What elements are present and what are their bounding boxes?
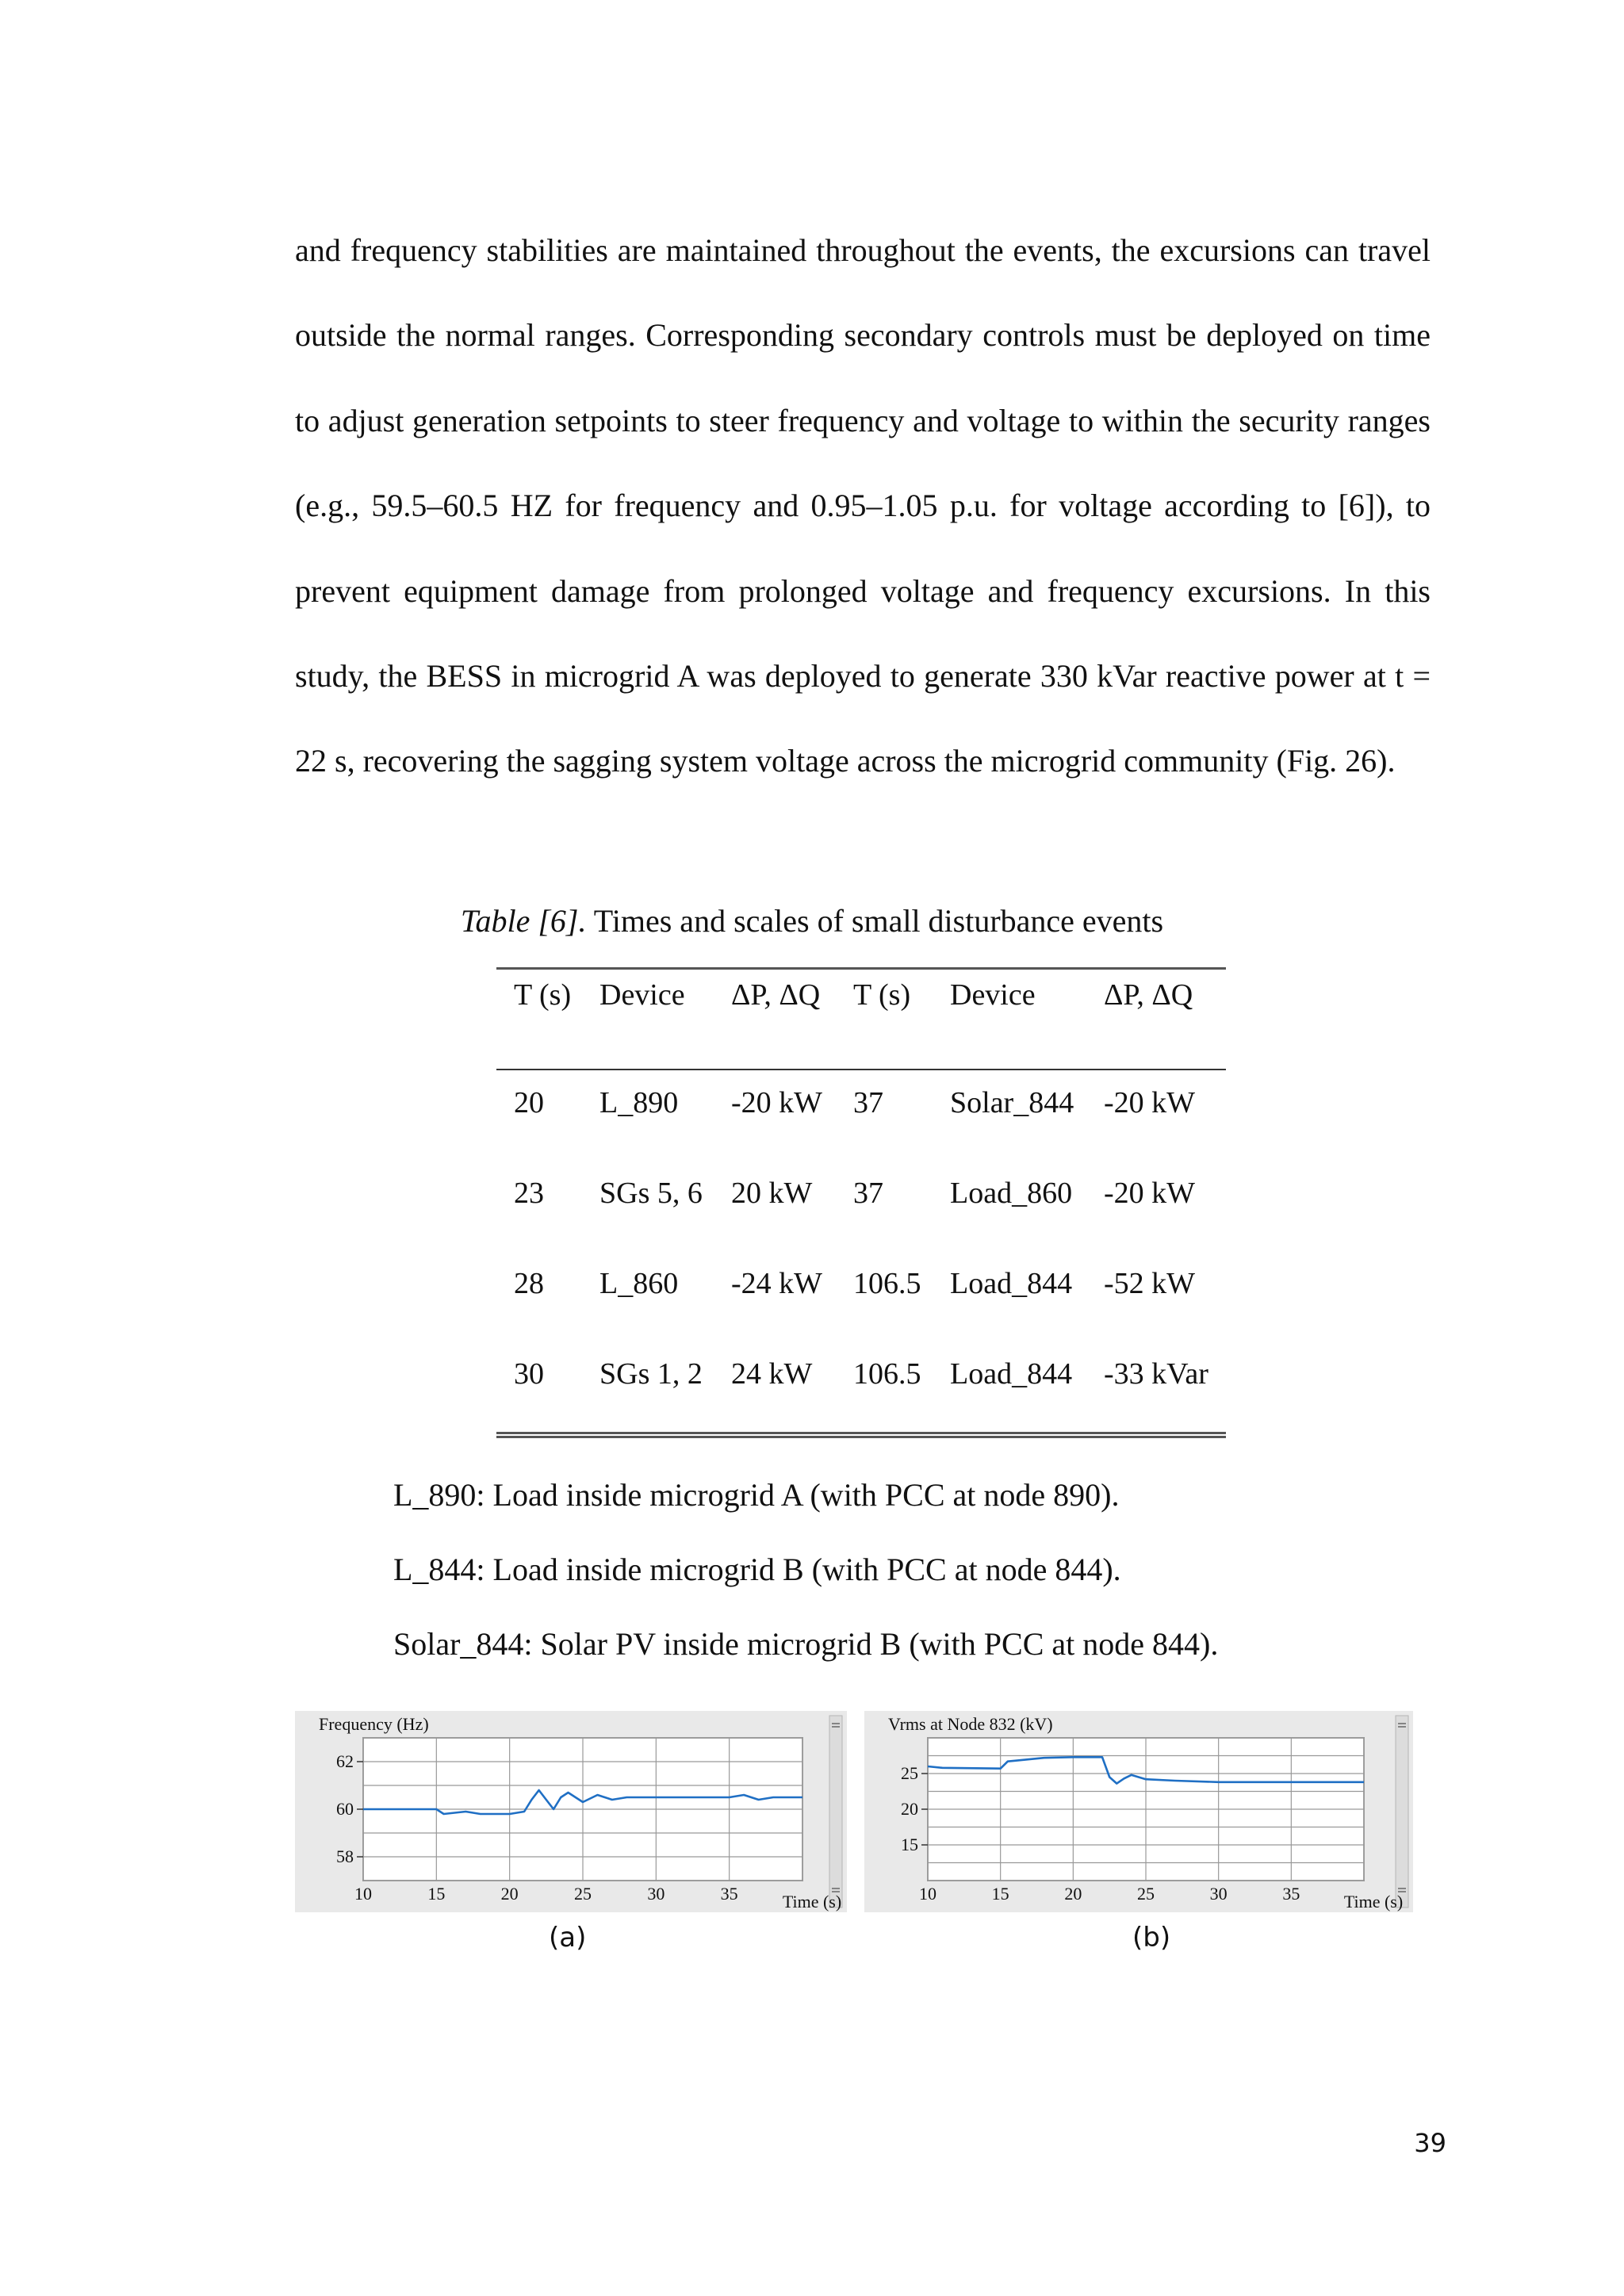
table-cell: 20 bbox=[514, 1086, 544, 1119]
table-cell: Solar_844 bbox=[950, 1086, 1074, 1119]
table-cell: 23 bbox=[514, 1177, 544, 1210]
voltage-chart bbox=[864, 1711, 1413, 1912]
table-cell: 24 kW bbox=[731, 1357, 813, 1391]
x-tick-label: 15 bbox=[427, 1884, 446, 1904]
y-axis-title: Vrms at Node 832 (kV) bbox=[888, 1714, 1053, 1734]
y-tick-label: 60 bbox=[336, 1799, 354, 1819]
figure-b-label: (b) bbox=[1132, 1922, 1171, 1954]
table-header-row bbox=[496, 975, 1226, 1015]
table-header-rule bbox=[496, 1069, 1226, 1070]
header-cell: ΔP, ΔQ bbox=[1104, 978, 1193, 1012]
table-cell: SGs 1, 2 bbox=[599, 1357, 703, 1391]
header-cell: Device bbox=[950, 978, 1036, 1012]
table-cell: L_860 bbox=[599, 1267, 679, 1300]
table-caption-label: Table [6]. bbox=[460, 903, 587, 939]
y-tick-label: 20 bbox=[901, 1799, 918, 1819]
y-tick-label: 62 bbox=[336, 1751, 354, 1771]
header-cell: T (s) bbox=[853, 978, 911, 1012]
x-axis-title: Time (s) bbox=[1343, 1892, 1404, 1911]
table-cell: Load_844 bbox=[950, 1267, 1073, 1300]
table-cell: 37 bbox=[853, 1177, 883, 1210]
y-axis-title: Frequency (Hz) bbox=[319, 1714, 429, 1734]
x-tick-label: 35 bbox=[1282, 1884, 1300, 1904]
scrollbar-track bbox=[829, 1716, 842, 1908]
x-tick-label: 30 bbox=[647, 1884, 665, 1904]
figure-b-voltage bbox=[864, 1711, 1413, 1912]
table-cell: L_890 bbox=[599, 1086, 679, 1119]
frequency-chart bbox=[295, 1711, 847, 1912]
table-row bbox=[496, 1173, 1226, 1213]
table-top-rule bbox=[496, 967, 1226, 970]
note-l890: L_890: Load inside microgrid A (with PCC at node 890). bbox=[393, 1477, 1120, 1513]
x-tick-label: 35 bbox=[720, 1884, 738, 1904]
table-row bbox=[496, 1354, 1226, 1394]
figure-a-label: (a) bbox=[549, 1922, 587, 1954]
header-cell: ΔP, ΔQ bbox=[731, 978, 821, 1012]
table-cell: 37 bbox=[853, 1086, 883, 1119]
body-paragraph: and frequency stabilities are maintained throughout the events, the excursions can travel outside the normal ranges. Corresponding secondary controls must be deployed on time to adjust generation setpoints to steer frequency and voltage to within the security ranges (e.g., 59.5–60.5 HZ for frequency and 0.95–1.05 p.u. for voltage according to [6]), to prevent equipment damage from prolonged voltage and frequency excursions. In this study, the BESS in microgrid A was deployed to generate 330 kVar reactive power at t = 22 s, recovering the sagging system voltage across the microgrid community (Fig. 26). bbox=[295, 232, 1431, 779]
header-cell: Device bbox=[599, 978, 685, 1012]
table-cell: SGs 5, 6 bbox=[599, 1177, 703, 1210]
table-cell: 28 bbox=[514, 1267, 544, 1300]
x-tick-label: 10 bbox=[354, 1884, 372, 1904]
table-cell: 20 kW bbox=[731, 1177, 813, 1210]
table-row bbox=[496, 1264, 1226, 1303]
header-cell: T (s) bbox=[514, 978, 572, 1012]
scrollbar-track bbox=[1396, 1716, 1408, 1908]
x-tick-label: 20 bbox=[1064, 1884, 1082, 1904]
table-cell: -20 kW bbox=[1104, 1086, 1196, 1119]
table-cell: 106.5 bbox=[853, 1357, 921, 1391]
table-cell: -33 kVar bbox=[1104, 1357, 1208, 1391]
table-cell: -24 kW bbox=[731, 1267, 823, 1300]
x-tick-label: 20 bbox=[500, 1884, 519, 1904]
disturbance-events-table bbox=[496, 967, 1226, 1391]
table-cell: Load_860 bbox=[950, 1177, 1073, 1210]
x-axis-title: Time (s) bbox=[782, 1892, 842, 1911]
note-solar844: Solar_844: Solar PV inside microgrid B (with PCC at node 844). bbox=[393, 1626, 1219, 1662]
y-tick-label: 58 bbox=[336, 1846, 354, 1866]
y-tick-label: 25 bbox=[901, 1763, 918, 1783]
table-row bbox=[496, 1083, 1226, 1123]
page-number: 39 bbox=[1414, 2128, 1446, 2158]
x-tick-label: 30 bbox=[1209, 1884, 1228, 1904]
table-cell: -20 kW bbox=[1104, 1177, 1196, 1210]
x-tick-label: 10 bbox=[919, 1884, 936, 1904]
table-cell: -20 kW bbox=[731, 1086, 823, 1119]
x-tick-label: 25 bbox=[1137, 1884, 1155, 1904]
table-cell: Load_844 bbox=[950, 1357, 1073, 1391]
y-tick-label: 15 bbox=[901, 1835, 918, 1854]
table-caption-text: Times and scales of small disturbance events bbox=[593, 903, 1164, 939]
x-tick-label: 15 bbox=[991, 1884, 1009, 1904]
table-caption bbox=[0, 899, 1624, 943]
table-cell: 106.5 bbox=[853, 1267, 921, 1300]
table-cell: -52 kW bbox=[1104, 1267, 1196, 1300]
note-l844: L_844: Load inside microgrid B (with PCC at node 844). bbox=[393, 1552, 1121, 1587]
x-tick-label: 25 bbox=[574, 1884, 592, 1904]
table-bottom-rule bbox=[496, 1432, 1226, 1438]
figure-a-frequency bbox=[295, 1711, 847, 1912]
table-cell: 30 bbox=[514, 1357, 544, 1391]
